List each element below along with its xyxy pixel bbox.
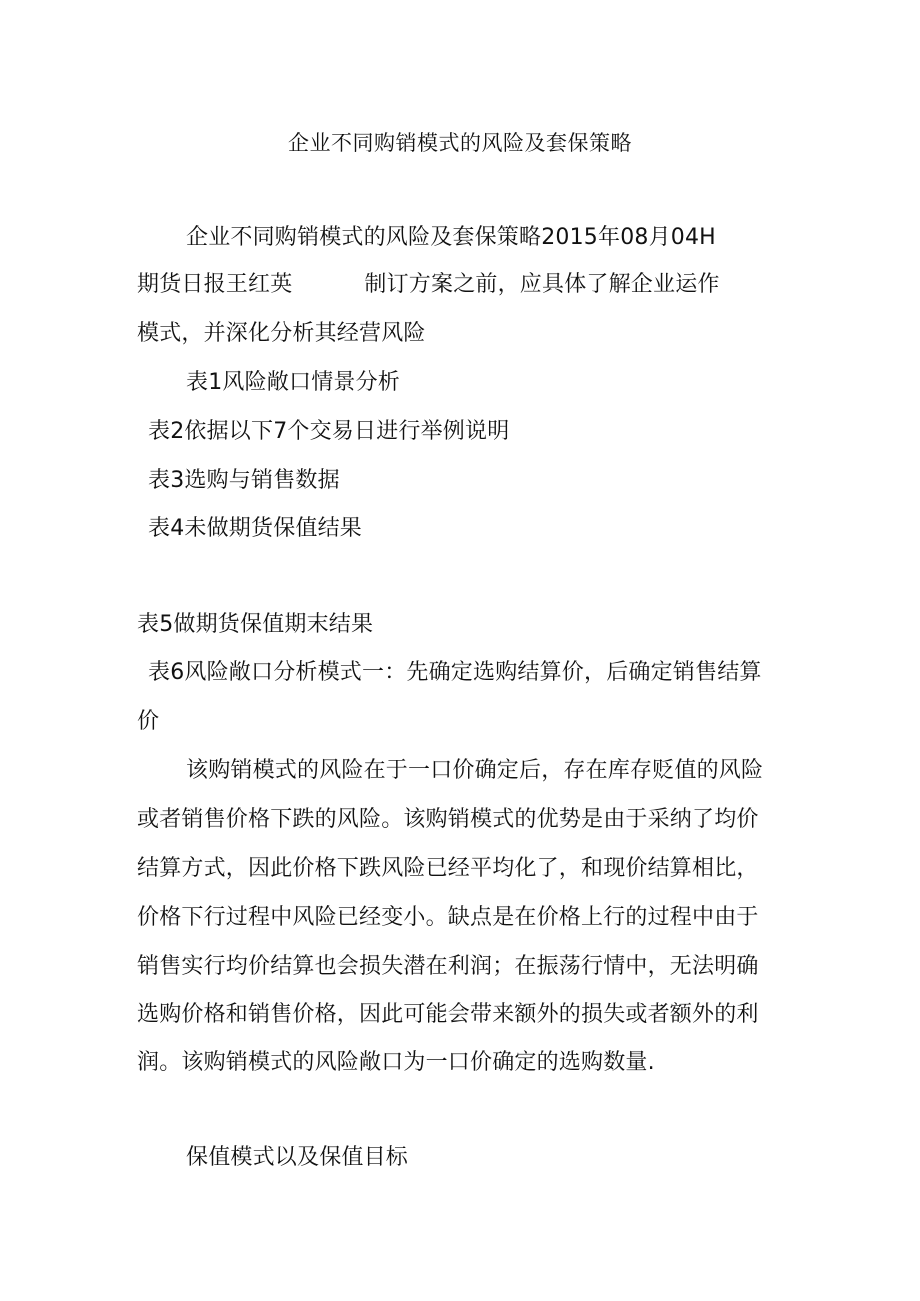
table-caption-6-cont: 价 [137,709,160,734]
table-caption-3: 表3选购与销售数据 [148,468,340,493]
intro-line-3: 模式，并深化分析其经营风险 [137,321,426,346]
section-heading: 保值模式以及保值目标 [186,1145,409,1170]
table-caption-2: 表2依据以下7个交易日进行举例说明 [148,419,510,444]
paragraph-line-5: 销售实行均价结算也会损失潜在利润；在振荡行情中，无法明确 [137,954,759,979]
table-caption-4: 表4未做期货保值结果 [148,516,362,541]
paragraph-line-6: 选购价格和销售价格，因此可能会带来额外的损失或者额外的利 [137,1002,759,1027]
intro-line-1: 企业不同购销模式的风险及套保策略2015年08月04H [186,225,716,250]
table-caption-6: 表6风险敞口分析模式一：先确定选购结算价，后确定销售结算 [148,660,762,685]
intro-line-2 [137,269,720,301]
paragraph-line-2: 或者销售价格下跌的风险。该购销模式的优势是由于采纳了均价 [137,807,759,832]
paragraph-line-3: 结算方式，因此价格下跌风险已经平均化了，和现价结算相比， [137,856,759,881]
table-caption-1: 表1风险敞口情景分析 [186,370,400,395]
table-caption-5: 表5做期货保值期末结果 [137,612,374,637]
paragraph-line-7: 润。该购销模式的风险敞口为一口价确定的选购数量. [137,1050,655,1075]
document-title: 企业不同购销模式的风险及套保策略 [288,131,632,155]
paragraph-line-1: 该购销模式的风险在于一口价确定后，存在库存贬值的风险 [186,758,764,783]
intro-source: 期货日报王红英 [137,272,293,297]
paragraph-line-4: 价格下行过程中风险已经变小。缺点是在价格上行的过程中由于 [137,905,759,930]
intro-text: 制订方案之前，应具体了解企业运作 [364,272,720,297]
